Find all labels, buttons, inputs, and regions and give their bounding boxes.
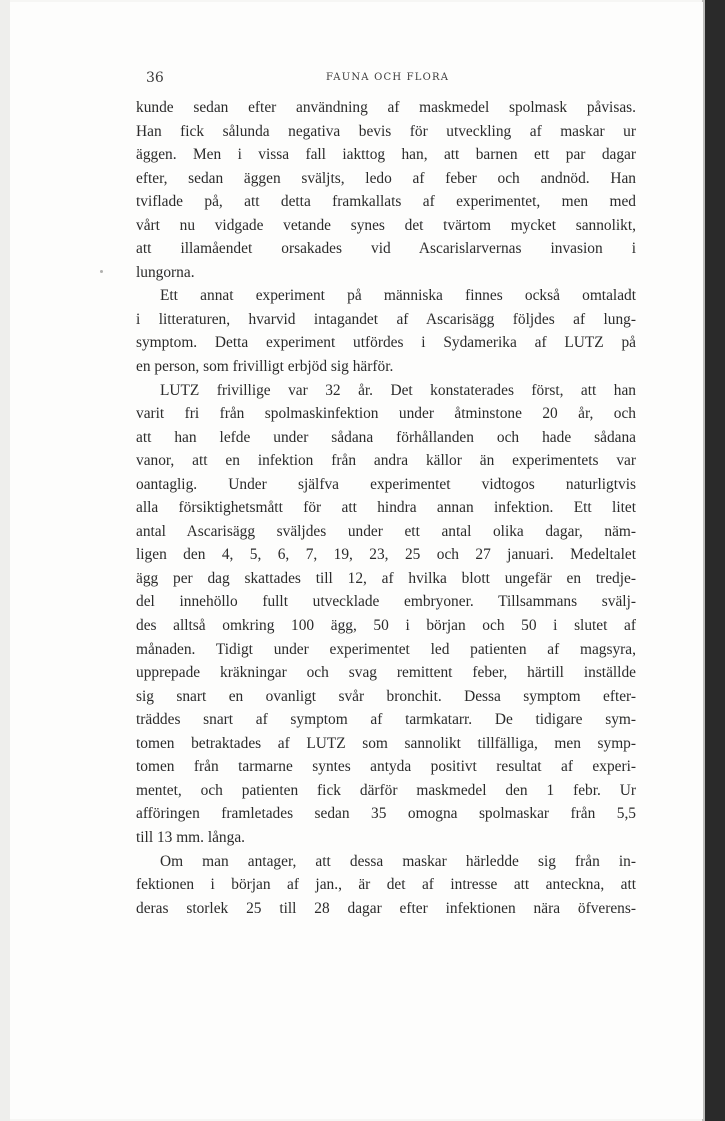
paper-speck: [100, 270, 103, 273]
text-line: antal Ascarisägg sväljdes under ett antal olika dagar, näm-: [136, 522, 636, 540]
text-line: alla försiktighetsmått för att hindra annan infektion. Ett litet: [136, 499, 636, 517]
text-line: i litteraturen, hvarvid intagandet af Ascarisägg följdes af lung-: [136, 310, 636, 328]
text-line: kunde sedan efter användning af maskmedel spolmask påvisas.: [136, 99, 636, 116]
running-title: FAUNA OCH FLORA: [326, 72, 450, 83]
text-line: efter, sedan äggen sväljts, ledo af feber och andnöd. Han: [136, 169, 636, 187]
text-line: deras storlek 25 till 28 dagar efter infektionen nära öfverens-: [136, 899, 636, 917]
text-line: träddes snart af symptom af tarmkatarr. De tidigare sym-: [136, 711, 636, 729]
text-line: afföringen framletades sedan 35 omogna spolmaskar från 5,5: [136, 805, 636, 823]
text-line: varit fri från spolmaskinfektion under åtminstone 20 år, och: [136, 405, 636, 423]
text-line: del innehöllo fullt utvecklade embryoner. Tillsammans svälj-: [136, 593, 636, 611]
text-line: att illamåendet orsakades vid Ascarislarvernas invasion i: [136, 240, 636, 258]
text-line: mentet, och patienten fick därför maskmedel den 1 febr. Ur: [136, 781, 636, 799]
text-line: ägg per dag skattades till 12, af hvilka blott ungefär en tredje-: [136, 569, 636, 587]
text-line: Han fick sålunda negativa bevis för utveckling af maskar ur: [136, 122, 636, 140]
text-line: upprepade kräkningar och svag remittent feber, härtill inställde: [136, 664, 636, 682]
text-line: fektionen i början af jan., är det af intresse att anteckna, att: [136, 876, 636, 894]
text-line: symptom. Detta experiment utfördes i Sydamerika af LUTZ på: [136, 334, 636, 352]
text-line: des alltså omkring 100 ägg, 50 i början och 50 i slutet af: [136, 617, 636, 635]
text-line: vårt nu vidgade vetande synes det tvärtom mycket sannolikt,: [136, 216, 636, 234]
text-line: tomen från tarmarne syntes antyda positivt resultat af experi-: [136, 758, 636, 776]
text-line: sig snart en ovanligt svår bronchit. Dessa symptom efter-: [136, 687, 636, 705]
text-line: Om man antager, att dessa maskar härledde sig från in-: [160, 852, 636, 870]
text-line: tomen betraktades af LUTZ som sannolikt tillfälliga, men symp-: [136, 734, 636, 752]
text-line: äggen. Men i vissa fall iakttog han, att barnen ett par dagar: [136, 146, 636, 164]
text-line: Ett annat experiment på människa finnes också omtaladt: [160, 287, 636, 305]
text-line: att han lefde under sådana förhållanden och hade sådana: [136, 428, 636, 446]
body-text: [136, 96, 636, 920]
text-line: månaden. Tidigt under experimentet led patienten af magsyra,: [136, 640, 636, 658]
text-line: oantaglig. Under själfva experimentet vidtogos naturligtvis: [136, 475, 636, 493]
scan-left-margin: [0, 0, 10, 1121]
text-line: LUTZ frivillige var 32 år. Det konstaterades först, att han: [160, 381, 636, 399]
running-header: [146, 70, 646, 90]
page-number: 36: [146, 70, 164, 86]
text-line: vanor, att en infektion från andra källor än experimentets var: [136, 452, 636, 470]
text-line: ligen den 4, 5, 6, 7, 19, 23, 25 och 27 januari. Medeltalet: [136, 546, 636, 564]
scan-right-border: [705, 0, 725, 1121]
text-line: till 13 mm. långa.: [136, 828, 246, 846]
text-line: en person, som frivilligt erbjöd sig härför.: [136, 358, 394, 376]
text-line: lungorna.: [136, 263, 195, 281]
text-line: tviflade på, att detta framkallats af experimentet, men med: [136, 193, 636, 211]
